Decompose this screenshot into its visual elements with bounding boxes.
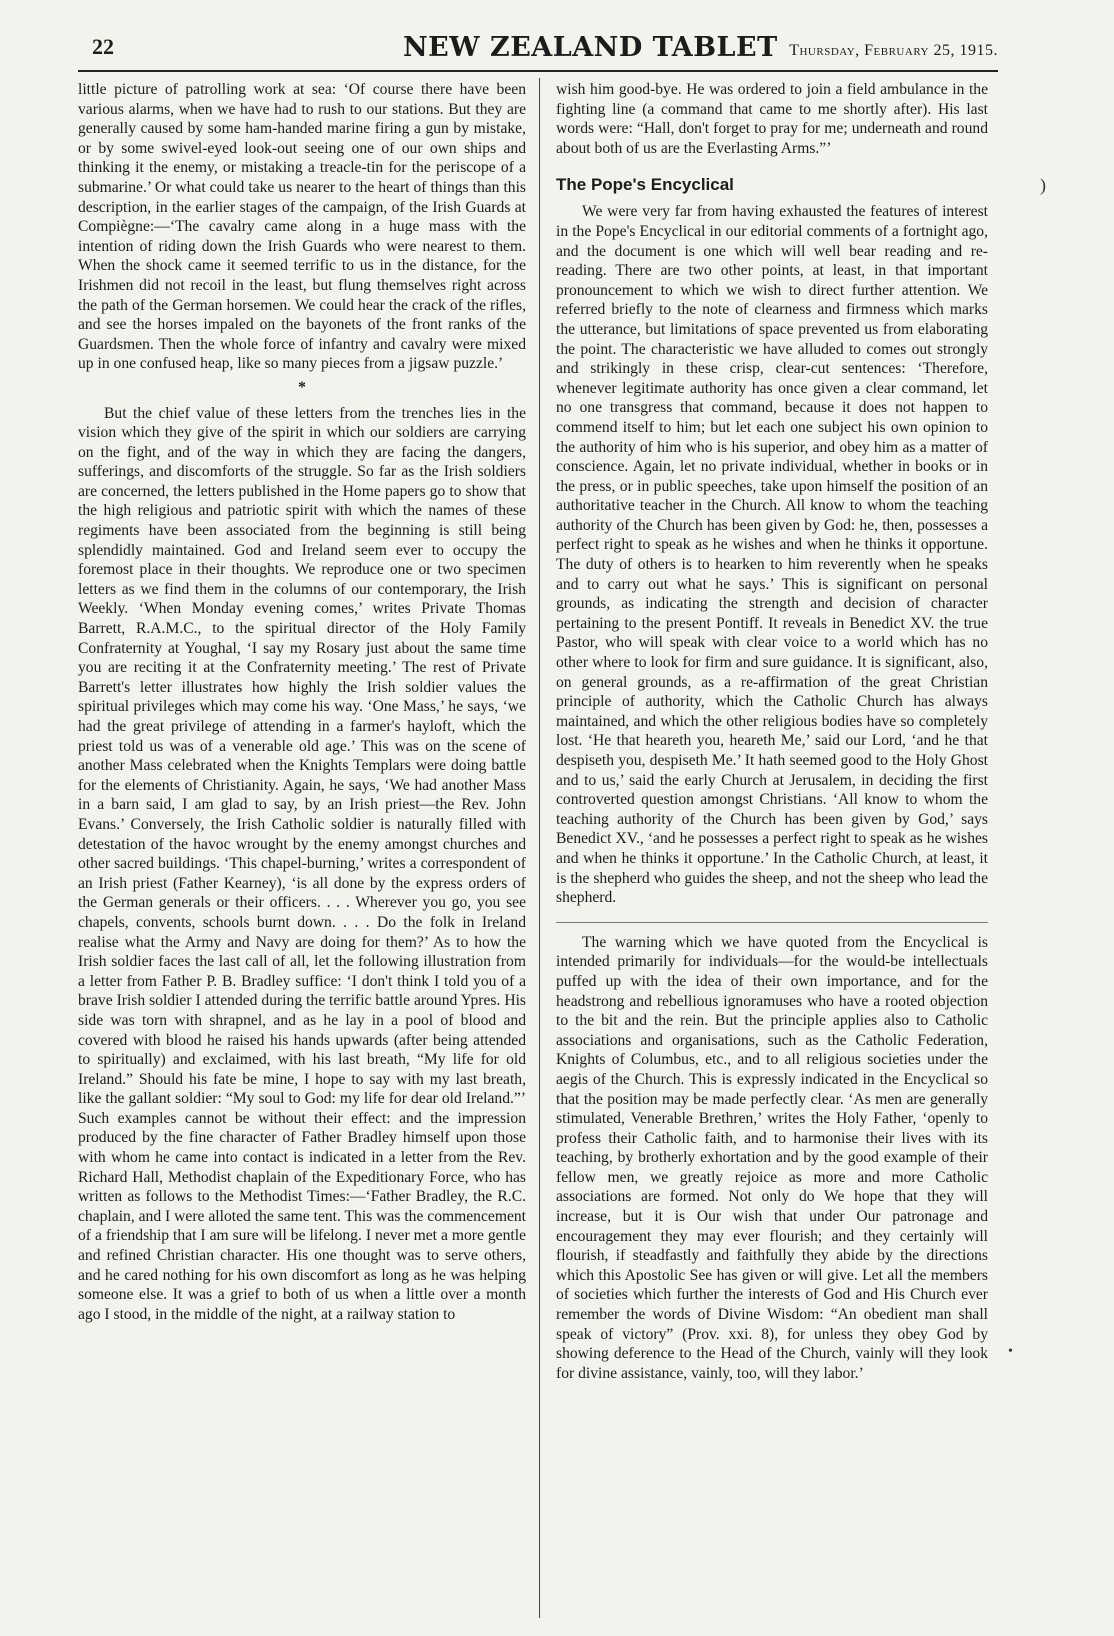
column-divider: [539, 78, 540, 1618]
right-paragraph-3: The warning which we have quoted from the Encyclical is intended primarily for individuals—for the would-be intellectuals puffed up with the idea of their own importance, and for the headstrong and rebellious ignoramuses who have a rooted objection to the bit and the rein. But the principle applies also to Catholic associations and organisations, such as the Catholic Federation, Knights of Columbus, etc., and to all religious societies under the aegis of the Church. This is expressly indicated in the Encyclical so that the position may be made perfectly clear. ‘As men are generally stimulated, Venerable Brethren,’ writes the Holy Father, ‘openly to profess their Catholic faith, and to harmonise their lives with its teaching, by brotherly exhortation and by the good example of their fellow men, we greatly rejoice as more and more Catholic associations are formed. Not only do We hope that they will increase, but it is Our wish that under Our patronage and encouragement they may ever flourish; and they certainly will flourish, if steadfastly and faithfully they abide by the directions which this Apostolic See has given or will give. Let all the members of societies which further the interests of God and His Church ever remember the words of Divine Wisdom: “An obedient man shall speak of victory” (Prov. xxi. 8), for unless they obey God by showing deference to the Head of the Church, vainly will they look for divine assistance, vainly, too, will they labor.’: [556, 933, 988, 1382]
page-header: [78, 30, 998, 72]
margin-mark: ): [1040, 175, 1046, 195]
article-heading: The Pope's Encyclical: [556, 175, 734, 195]
right-paragraph-2: We were very far from having exhausted the features of interest in the Pope's Encyclical in our editorial comments of a fortnight ago, and the document is one which will well bear reading and re-reading. There are two other points, at least, in that important pronouncement to which we wish to direct further attention. We referred briefly to the note of clearness and firmness which marks the utterance, but limitations of space prevented us from elaborating the point. The characteristic we have alluded to comes out strongly and strikingly in these crisp, clear-cut sentences: ‘Therefore, whenever legitimate authority has once given a clear command, let no one transgress that command, because it does not happen to commend itself to him; but let each one subject his own opinion to the authority of him who is his superior, and obey him as a matter of conscience. Again, let no private individual, whether in books or in the press, or in public speeches, take upon himself the position of an authoritative teacher in the Church. All know to whom the teaching authority of the Church has been given by God: he, then, possesses a perfect right to speak as he wishes and when he thinks it opportune. The duty of others is to hearken to him reverently when he speaks and to carry out what he says.’ This is significant on personal grounds, as indicating the strength and decision of character pertaining to the present Pontiff. It reveals in Benedict XV. the true Pastor, who will speak with clear voice to a world which has no other where to look for firm and sure guidance. It is significant, also, on general grounds, as a re-affirmation of the great Christian principle of authority, which the Catholic Church has always maintained, and which the other religious bodies have so completely lost. ‘He that heareth you, heareth Me,’ said our Lord, ‘and he that despiseth you, despiseth Me.’ It hath seemed good to the Holy Ghost and to us,’ said the early Church at Jerusalem, in deciding the first controverted question amongst Christians. ‘All know to whom the teaching authority of the Church has been given by God,’ says Benedict XV., ‘and he possesses a perfect right to speak as he wishes and when he thinks it opportune.’ In the Catholic Church, at least, it is the shepherd who guides the sheep, and not the sheep who lead the shepherd.: [556, 203, 988, 907]
page-number: 22: [92, 34, 114, 59]
dateline: Thursday, February 25, 1915.: [789, 42, 998, 59]
section-divider: [556, 922, 988, 923]
right-paragraph-1: wish him good-bye. He was ordered to join a field ambulance in the fighting line (a command that came to me shortly after). His last words were: “Hall, don't forget to pray for me; underneath and round about both of us are the Everlasting Arms.”’: [556, 81, 988, 157]
margin-dot: •: [1008, 1344, 1013, 1359]
left-paragraph-1: little picture of patrolling work at sea: ‘Of course there have been various alarms, when we have had to rush to our stations. But they are generally caused by some ham-handed marine firing a gun by mistake, or by some swivel-eyed look-out seeing one of our own ships and thinking it the enemy, or mistaking a treacle-tin for the periscope of a submarine.’ Or what could take us nearer to the heart of things than this description, in the earlier stages of the campaign, of the Irish Guards at Compiègne:—‘The cavalry came along in a huge mass with the intention of riding down the Irish Guards who were nearest to them. When the shock came it seemed terrific to us in the distance, for the Irishmen did not recoil in the least, but flung themselves right across the path of the German horsemen. We could hear the crack of the rifles, and see the horses impaled on the bayonets of the front ranks of the Guardsmen. Then the whole force of infantry and cavalry were mixed up in one confused heap, like so many pieces from a jigsaw puzzle.’: [78, 81, 526, 373]
left-column: [78, 80, 526, 1324]
masthead-title: NEW ZEALAND TABLET: [403, 32, 778, 63]
left-paragraph-2: But the chief value of these letters from the trenches lies in the vision which they give of the spirit in which our soldiers are carrying on the fight, and of the way in which they are facing the dangers, sufferings, and discomforts of the struggle. So far as the Irish soldiers are concerned, the letters published in the Home papers go to show that the high religious and patriotic spirit with which the names of these regiments have been associated from the beginning is still being splendidly maintained. God and Ireland seem ever to occupy the foremost place in their thoughts. We reproduce one or two specimen letters as we find them in the columns of our contemporary, the Irish Weekly. ‘When Monday evening comes,’ writes Private Thomas Barrett, R.A.M.C., to the spiritual director of the Holy Family Confraternity at Youghal, ‘I say my Rosary just about the same time you are reciting it at the Confraternity meeting.’ The rest of Private Barrett's letter illustrates how highly the Irish soldier values the spiritual privileges which may come his way. ‘One Mass,’ he says, ‘we had the great privilege of attending in a farmer's hayloft, which the priest told us was of a venerable old age.’ This was on the scene of another Mass celebrated when the Knights Templars were doing battle for the elements of Christianity. Again, he says, ‘We had another Mass in a barn said, I am glad to say, by an Irish priest—the Rev. John Evans.’ Conversely, the Irish Catholic soldier is naturally filled with detestation of the havoc wrought by the enemy amongst churches and other sacred buildings. ‘This chapel-burning,’ writes a correspondent of an Irish priest (Father Kearney), ‘is all done by the express orders of the German generals or their officers. . . . Wherever you go, you see chapels, convents, schools burnt down. . . . Do the folk in Ireland realise what the Army and Navy are doing for them?’ As to how the Irish soldier faces the last call of all, let the following illustration from a letter from Father P. B. Bradley suffice: ‘I don't think I told you of a brave Irish soldier I attended during the terrific battle around Ypres. His side was torn with shrapnel, and as he lay in a pool of blood and covered with blood he raised his hands upwards (after being attended to spiritually) and exclaimed, with his last breath, “My life for old Ireland.” Should his fate be mine, I hope to say with my last breath, like the gallant soldier: “My soul to God: my life for dear old Ireland.”’ Such examples cannot be without their effect: and the impression produced by the fine character of Father Bradley himself upon those with whom he came into contact is indicated in a letter from the Rev. Richard Hall, Methodist chaplain of the Expeditionary Force, who has written as follows to the Methodist Times:—‘Father Bradley, the R.C. chaplain, and I were alloted the same tent. This was the commencement of a friendship that I am sure will be lifelong. I never met a more gentle and refined Christian character. His one thought was to serve others, and he cared nothing for his own discomfort as long as he was helping someone else. It was a grief to both of us when a little over a month ago I stood, in the middle of the night, at a railway station to: [78, 404, 526, 1323]
right-column: [556, 80, 988, 1383]
section-star: *: [298, 378, 306, 396]
